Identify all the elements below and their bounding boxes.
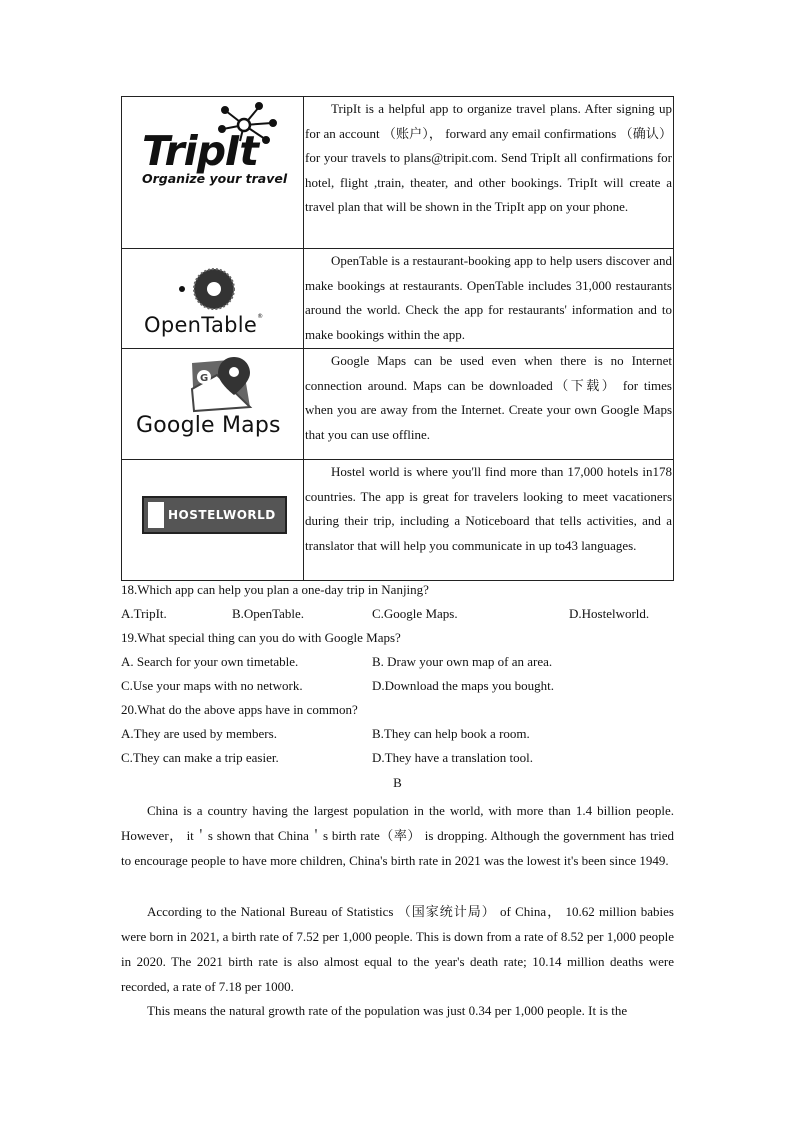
google-maps-logo-text: Google Maps xyxy=(136,413,281,438)
question-19-option-b: B. Draw your own map of an area. xyxy=(372,654,553,669)
question-20-option-b: B.They can help book a room. xyxy=(372,726,530,741)
section-b-paragraph-2 xyxy=(121,899,674,999)
tripit-description: TripIt is a helpful app to organize travel plans. After signing up for an account （账户）， forward any email confirmations （确认） for your travels to plans@tripit.com. Send TripIt all confirmations for hotel, flight ,train, theater, and other bookings. TripIt will create a travel plan that will be shown in the TripIt app on your phone. xyxy=(305,101,672,214)
tripit-logo xyxy=(122,97,303,248)
paragraph-2-text: According to the National Bureau of Statistics （国家统计局） of China， 10.62 million babies were born in 2021, a birth rate of 7.52 per 1,000 people. This is down from a rate of 8.52 per 1,000 people in 2020. The 2021 birth rate is also almost equal to the year's death rate; 10.14 million deaths were recorded, a rate of 7.18 per 1000. xyxy=(121,904,674,994)
hostelworld-description-cell xyxy=(304,460,674,581)
question-18-option-c: C.Google Maps. xyxy=(372,606,458,621)
tripit-logo-text: TripIt xyxy=(142,127,258,175)
opentable-logo-cell xyxy=(122,249,304,349)
google-maps-description: Google Maps can be used even when there is no Internet connection around. Maps can be downloaded（下载） for times when you are away from the Internet. Create your own Google Maps that you can use offline. xyxy=(305,353,672,442)
question-18-stem: 18.Which app can help you plan a one-day trip in Nanjing? xyxy=(121,582,429,597)
opentable-description-cell xyxy=(304,249,674,349)
hostelworld-house-icon xyxy=(148,502,164,528)
section-b-paragraph-1 xyxy=(121,798,674,873)
opentable-logo-text: OpenTable® xyxy=(144,313,264,337)
tripit-description-cell xyxy=(304,97,674,249)
section-b-paragraph-3 xyxy=(121,998,674,1023)
question-19-option-c: C.Use your maps with no network. xyxy=(121,678,303,693)
google-maps-description-cell xyxy=(304,349,674,460)
question-20-option-d: D.They have a translation tool. xyxy=(372,750,534,765)
question-19-option-a: A. Search for your own timetable. xyxy=(121,654,299,669)
paragraph-3-text: This means the natural growth rate of the population was just 0.34 per 1,000 people. It is the xyxy=(147,1003,628,1018)
table-row-tripit xyxy=(122,97,674,249)
question-19-option-d: D.Download the maps you bought. xyxy=(372,678,554,693)
google-maps-logo xyxy=(122,349,303,459)
google-maps-logo-cell xyxy=(122,349,304,460)
opentable-description: OpenTable is a restaurant-booking app to help users discover and make bookings at restaurants. OpenTable includes 31,000 restaurants around the world. Check the app for restaurants' information and to make bookings within the app. xyxy=(305,253,672,342)
question-18-option-b: B.OpenTable. xyxy=(232,606,305,621)
hostelworld-badge xyxy=(142,496,287,534)
question-20-option-a: A.They are used by members. xyxy=(121,726,277,741)
section-b-heading: B xyxy=(393,775,402,790)
table-row-opentable xyxy=(122,249,674,349)
paragraph-1-text: China is a country having the largest population in the world, with more than 1.4 billion people. However， it＇s shown that China＇s birth rate（率） is dropping. Although the government has tried to encourage people to have more children, China's birth rate in 2021 was the lowest it's been since 1949. xyxy=(121,803,674,868)
opentable-logo xyxy=(122,249,303,348)
table-row-google-maps xyxy=(122,349,674,460)
table-row-hostelworld xyxy=(122,460,674,581)
tripit-logo-cell xyxy=(122,97,304,249)
hostelworld-logo-cell xyxy=(122,460,304,581)
svg-text:G: G xyxy=(200,373,209,384)
question-19-stem: 19.What special thing can you do with Google Maps? xyxy=(121,630,401,645)
hostelworld-logo-text: HOSTELWORLD xyxy=(168,508,276,522)
question-18-option-a: A.TripIt. xyxy=(121,606,167,621)
apps-table xyxy=(121,96,674,581)
question-20-option-c: C.They can make a trip easier. xyxy=(121,750,279,765)
hostelworld-description: Hostel world is where you'll find more than 17,000 hotels in178 countries. The app is great for travelers looking to meet vacationers during their trip, including a Noticeboard that tells activities, and a translator that will help you communicate in up to43 languages. xyxy=(305,464,672,553)
tripit-tagline: Organize your travel xyxy=(142,171,288,186)
question-20-stem: 20.What do the above apps have in common? xyxy=(121,702,358,717)
opentable-wordmark: OpenTable xyxy=(144,313,258,337)
hostelworld-logo xyxy=(122,460,303,580)
question-18-option-d: D.Hostelworld. xyxy=(569,606,650,621)
map-pin-icon xyxy=(122,349,303,459)
